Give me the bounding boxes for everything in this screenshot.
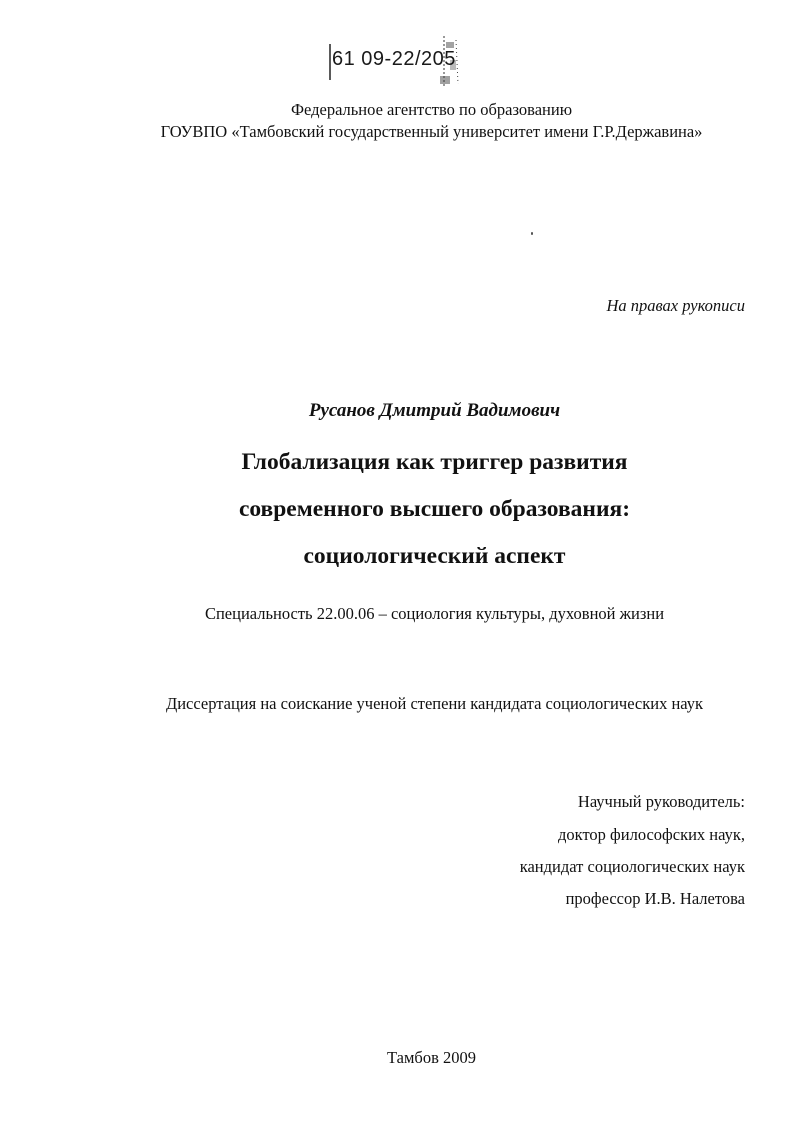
university-name: ГОУВПО «Тамбовский государственный университет имени Г.Р.Державина» [160,122,703,141]
supervisor-degree-1: доктор философских наук, [558,825,745,844]
supervisor-name: профессор И.В. Налетова [565,889,745,908]
title-line-1: Глобализация как триггер развития [241,449,628,475]
scan-speck [531,232,533,235]
supervisor-degree-2: кандидат социологических наук [519,857,745,876]
agency-name: Федеральное агентство по образованию [290,100,573,119]
speciality-line: Специальность 22.00.06 – социология культуры, духовной жизни [204,604,665,623]
archive-stamp [326,36,476,92]
city-year: Тамбов 2009 [387,1048,476,1067]
dissertation-line: Диссертация на соискание ученой степени кандидата социологических наук [165,694,704,713]
stamp-code: 61 09-22/205 [332,48,456,70]
title-line-2: современного высшего образования: [238,496,631,522]
supervisor-heading: Научный руководитель: [577,792,745,811]
manuscript-status: На правах рукописи [606,296,745,315]
title-line-3: социологический аспект [303,543,566,569]
author-name: Русанов Дмитрий Вадимович [308,400,561,421]
